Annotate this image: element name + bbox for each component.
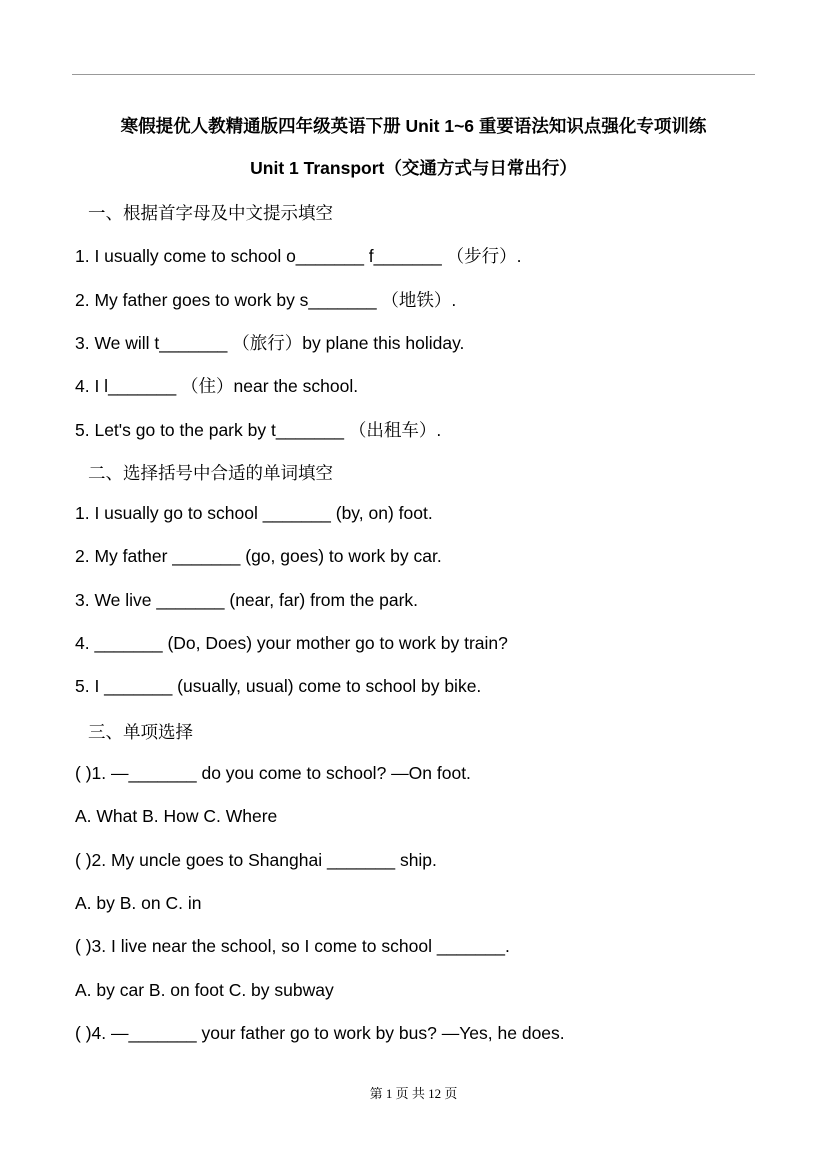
question-stem: ( )2. My uncle goes to Shanghai _______ ship.: [75, 850, 437, 870]
question-options: A. What B. How C. Where: [75, 806, 278, 826]
document-title: 寒假提优人教精通版四年级英语下册 Unit 1~6 重要语法知识点强化专项训练: [120, 116, 707, 136]
section-heading-2: 二、选择括号中合适的单词填空: [88, 463, 333, 483]
question-stem: ( )4. —_______ your father go to work by bus? —Yes, he does.: [75, 1023, 565, 1043]
question-options: A. by car B. on foot C. by subway: [75, 980, 334, 1000]
exercise-item: 5. I _______ (usually, usual) come to school by bike.: [75, 676, 482, 696]
exercise-item: 2. My father goes to work by s_______ （地铁）.: [75, 290, 457, 310]
exercise-item: 5. Let's go to the park by t_______ （出租车）.: [75, 420, 442, 440]
section-heading-3: 三、单项选择: [88, 722, 193, 742]
section-heading-1: 一、根据首字母及中文提示填空: [88, 203, 333, 223]
question-options: A. by B. on C. in: [75, 893, 202, 913]
unit-heading: Unit 1 Transport（交通方式与日常出行）: [250, 158, 577, 178]
question-stem: ( )3. I live near the school, so I come to school _______.: [75, 936, 510, 956]
exercise-item: 1. I usually come to school o_______ f_______ （步行）.: [75, 246, 522, 266]
exercise-item: 3. We will t_______ （旅行）by plane this holiday.: [75, 333, 465, 353]
exercise-item: 1. I usually go to school _______ (by, on) foot.: [75, 503, 433, 523]
header-rule: [72, 74, 755, 75]
page-footer: 第 1 页 共 12 页: [369, 1086, 458, 1101]
question-stem: ( )1. —_______ do you come to school? —On foot.: [75, 763, 471, 783]
exercise-item: 4. _______ (Do, Does) your mother go to work by train?: [75, 633, 508, 653]
exercise-item: 3. We live _______ (near, far) from the park.: [75, 590, 419, 610]
exercise-item: 4. I l_______ （住）near the school.: [75, 376, 359, 396]
exercise-item: 2. My father _______ (go, goes) to work by car.: [75, 546, 442, 566]
